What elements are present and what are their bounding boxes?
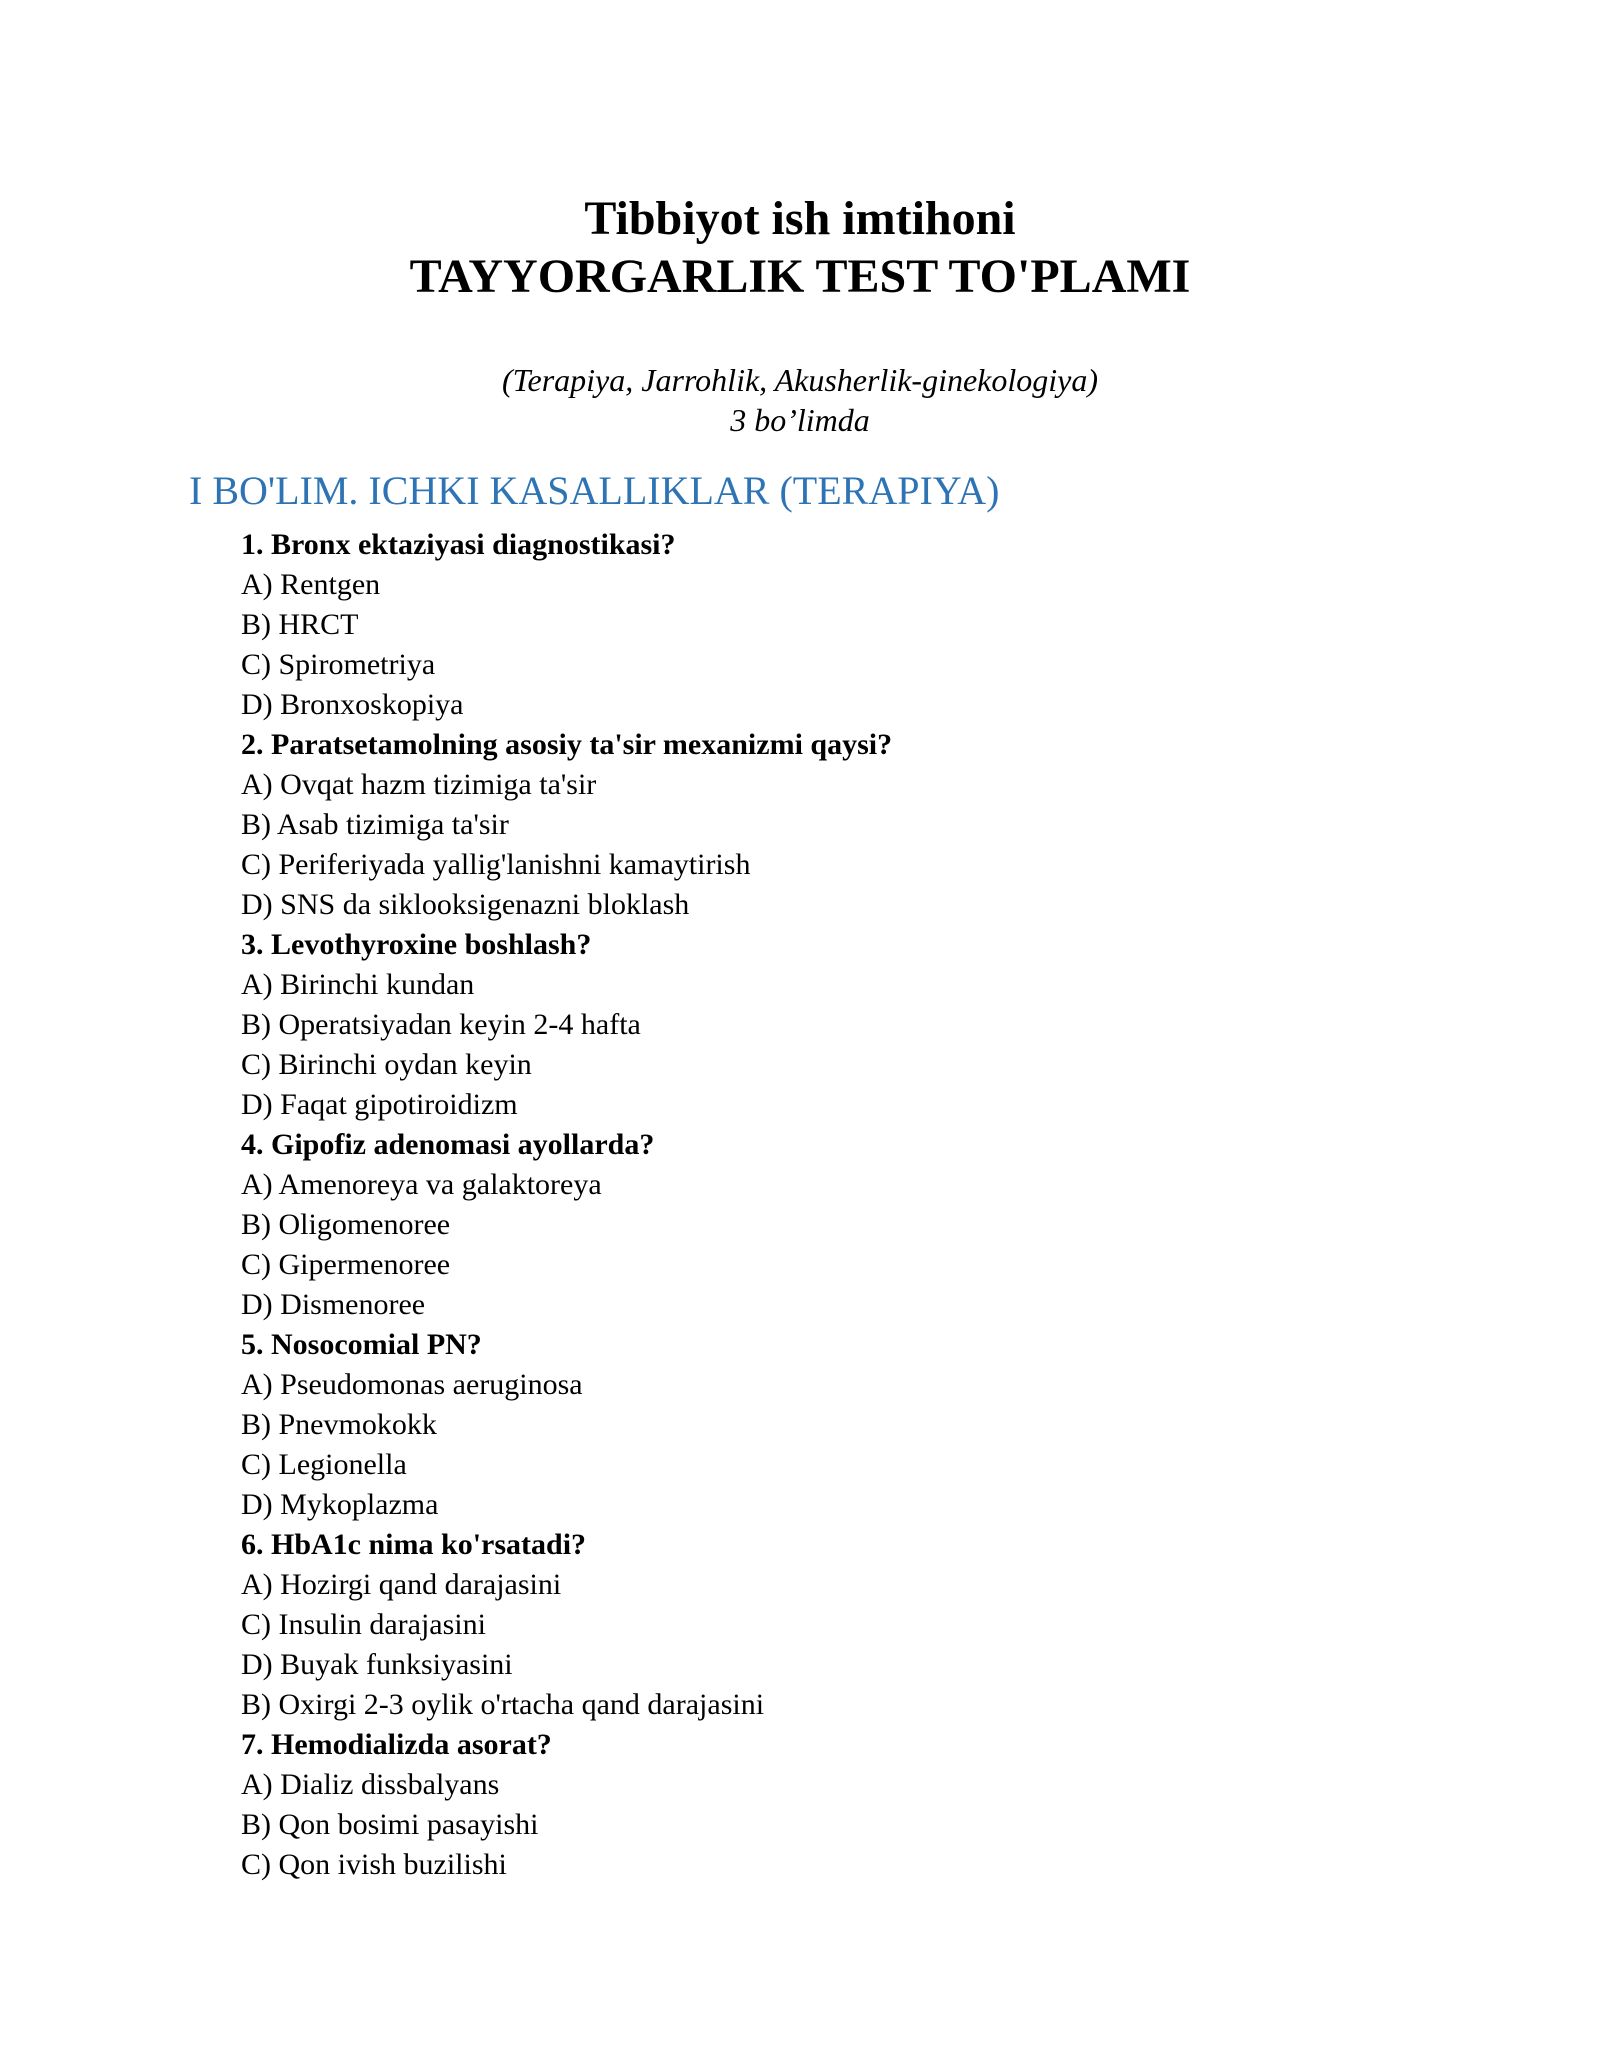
answer-option: C) Qon ivish buzilishi (241, 1848, 507, 1881)
subtitle-topics: (Terapiya, Jarrohlik, Akusherlik-ginekologiya) (501, 362, 1099, 398)
answer-option: D) Faqat gipotiroidizm (241, 1088, 518, 1121)
answer-option: B) Operatsiyadan keyin 2-4 hafta (241, 1008, 641, 1041)
question-text: 3. Levothyroxine boshlash? (241, 928, 592, 961)
answer-option: B) Qon bosimi pasayishi (241, 1808, 539, 1841)
answer-option: C) Gipermenoree (241, 1248, 451, 1281)
answer-option: B) Asab tizimiga ta'sir (241, 808, 509, 841)
answer-option: C) Birinchi oydan keyin (241, 1048, 532, 1081)
answer-option: A) Hozirgi qand darajasini (241, 1568, 562, 1601)
answer-option: A) Amenoreya va galaktoreya (241, 1168, 602, 1201)
title-block (0, 190, 1600, 306)
document-title: Tibbiyot ish imtihoni (584, 192, 1016, 245)
answer-option: A) Pseudomonas aeruginosa (241, 1368, 583, 1401)
answer-option: C) Legionella (241, 1448, 407, 1481)
question-text: 1. Bronx ektaziyasi diagnostikasi? (241, 528, 676, 561)
document-title-subheading: TAYYORGARLIK TEST TO'PLAMI (409, 250, 1191, 303)
question-text: 4. Gipofiz adenomasi ayollarda? (241, 1128, 655, 1161)
answer-option: B) Oxirgi 2-3 oylik o'rtacha qand darajasini (241, 1688, 765, 1721)
answer-option: A) Rentgen (241, 568, 381, 601)
answer-option: C) Insulin darajasini (241, 1608, 486, 1641)
question-text: 2. Paratsetamolning asosiy ta'sir mexanizmi qaysi? (241, 728, 893, 761)
answer-option: D) Mykoplazma (241, 1488, 439, 1521)
answer-option: D) Buyak funksiyasini (241, 1648, 513, 1681)
answer-option: D) Bronxoskopiya (241, 688, 464, 721)
answer-option: D) SNS da siklooksigenazni bloklash (241, 888, 690, 921)
answer-option: C) Periferiyada yallig'lanishni kamaytirish (241, 848, 751, 881)
answer-option: B) Oligomenoree (241, 1208, 451, 1241)
subtitle-block (0, 360, 1600, 440)
subtitle-parts: 3 bo’limda (730, 402, 870, 438)
section-heading: I BO'LIM. ICHKI KASALLIKLAR (TERAPIYA) (189, 468, 1000, 513)
answer-option: B) HRCT (241, 608, 359, 641)
answer-option: A) Birinchi kundan (241, 968, 475, 1001)
question-text: 6. HbA1c nima ko'rsatadi? (241, 1528, 587, 1561)
question-list (241, 525, 1441, 1885)
answer-option: A) Dializ dissbalyans (241, 1768, 500, 1801)
answer-option: C) Spirometriya (241, 648, 436, 681)
answer-option: B) Pnevmokokk (241, 1408, 437, 1441)
answer-option: A) Ovqat hazm tizimiga ta'sir (241, 768, 597, 801)
question-text: 5. Nosocomial PN? (241, 1328, 482, 1361)
answer-option: D) Dismenoree (241, 1288, 426, 1321)
question-text: 7. Hemodializda asorat? (241, 1728, 552, 1761)
